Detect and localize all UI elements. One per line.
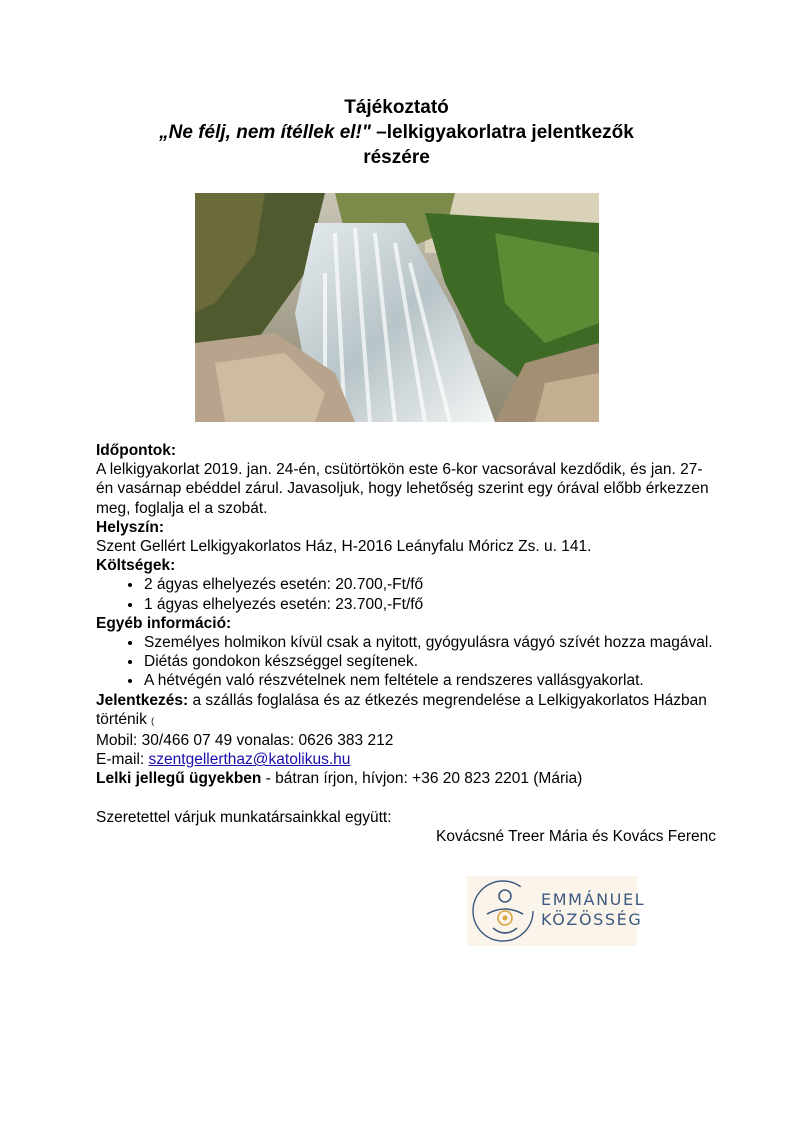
document-title [0,95,793,170]
list-item: • 2 ágyas elhelyezés esetén: 20.700,-Ft/fő [143,575,716,594]
jelentkezes-text: a szállás foglalása és az étkezés megrendelése a Lelkigyakorlatos Házban történik [96,691,707,728]
egyeb-list [96,633,716,691]
jelentkezes-heading: Jelentkezés: [96,691,189,709]
logo-text [541,890,645,930]
list-item: • Személyes holmikon kívül csak a nyitott, gyógyulásra vágyó szívét hozza magával. [143,633,716,652]
lelki-text: - bátran írjon, hívjon: +36 20 823 2201 (Mária) [261,770,583,788]
closing-text: Szeretettel várjuk munkatársainkkal együtt: [96,808,392,826]
koltsegek-list [96,575,716,613]
title-line-3: részére [363,147,430,168]
emmanuel-logo [467,876,646,946]
mobil-line: Mobil: 30/466 07 49 vonalas: 0626 383 212 [96,732,394,750]
jelentkezes-paren: ( [151,715,155,726]
spacer [96,789,716,808]
list-item: • Diétás gondokon készséggel segítenek. [143,652,716,671]
email-line [96,750,716,769]
jelentkezes-paragraph [96,691,716,731]
lelki-line [96,769,716,788]
list-item: • 1 ágyas elhelyezés esetén: 23.700,-Ft/fő [143,595,716,614]
logo-line-2: KÖZÖSSÉG [541,910,643,929]
list-item: • A hétvégén való részvételnek nem feltétele a rendszeres vallásgyakorlat. [143,671,716,690]
helyszin-heading: Helyszín: [96,518,165,536]
logo-emblem-icon [467,876,539,946]
email-label: E-mail: [96,751,149,769]
waterfall-photo [195,193,599,422]
title-line-2-rest: –lelkigyakorlatra jelentkezők [370,122,634,143]
title-quote: „Ne félj, nem ítéllek el!" [159,122,371,143]
idopontok-text: A lelkigyakorlat 2019. jan. 24-én, csütörtökön este 6-kor vacsorával kezdődik, és jan. 27-én vasárnap ebéddel zárul. Javasoljuk, hogy lehetőség szerint egy órával előbb érkezzen meg, foglalja el a szobát. [96,461,709,517]
idopontok-heading: Időpontok: [96,442,177,459]
document-body [96,441,716,846]
koltsegek-heading: Költségek: [96,557,176,575]
title-line-2 [0,120,793,145]
title-line-1: Tájékoztató [344,97,449,118]
lelki-heading: Lelki jellegű ügyekben [96,770,262,788]
logo-line-1: EMMÁNUEL [541,890,646,909]
egyeb-heading: Egyéb információ: [96,614,232,632]
signature: Kovácsné Treer Mária és Kovács Ferenc [436,827,716,845]
helyszin-text: Szent Gellért Lelkigyakorlatos Ház, H-2016 Leányfalu Móricz Zs. u. 141. [96,538,592,556]
email-link[interactable]: szentgellerthaz@katolikus.hu [148,751,351,769]
